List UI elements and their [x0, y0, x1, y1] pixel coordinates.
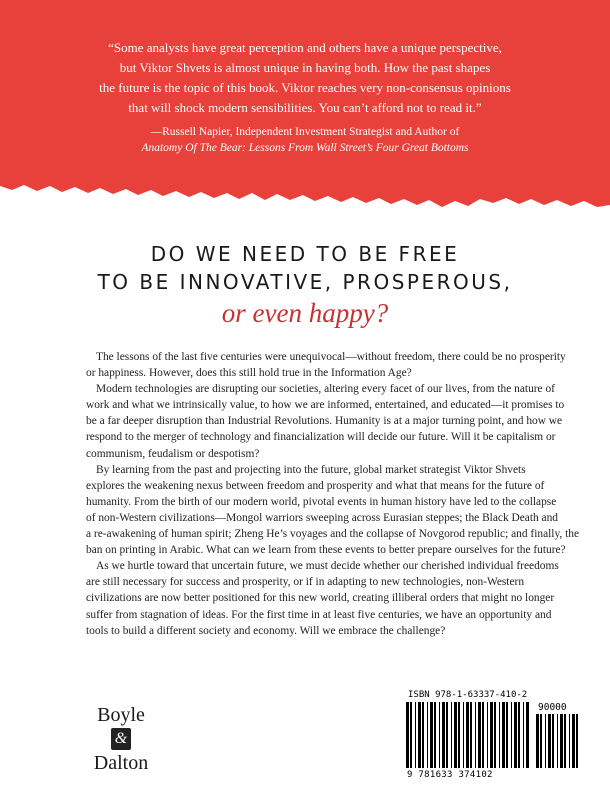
paragraph-line: suffer from stagnation of ideas. For the first time in at least five centuries, we have an opportunity and: [86, 608, 552, 621]
description-paragraph: [86, 462, 586, 559]
ean-barcode-bars: [406, 702, 530, 770]
paragraph-line: work and what we intrinsically value, to how we are informed, entertained, and educated—it promises to: [86, 399, 565, 412]
barcode-bar: [502, 702, 505, 768]
publisher-name-bottom: Dalton: [93, 752, 149, 774]
paragraph-line: are still necessary for success and prosperity, or if in adapting to new technologies, non-Western: [86, 576, 525, 589]
headline-accent: or even happy?: [221, 298, 389, 328]
paragraph-line: humanity. From the birth of our modern world, pivotal events in human history have led to the collapse: [86, 495, 557, 508]
cover-headline: [0, 240, 610, 330]
paragraph-line: be a far deeper disruption than Industrial Revolutions. Humanity is at a major turning point, and how we: [86, 415, 563, 428]
barcode-bar: [545, 714, 546, 768]
paragraph-line: explores the weakening nexus between freedom and prosperity and what that means for the future of: [86, 479, 545, 492]
paragraph-line: or happiness. However, does this still hold true in the Information Age?: [86, 367, 412, 380]
barcode-bar: [494, 702, 496, 768]
barcode-bar: [422, 702, 424, 768]
paragraph-line: Modern technologies are disrupting our societies, altering every facet of our lives, from the nature of: [96, 383, 555, 396]
barcode-bar: [490, 702, 493, 768]
description-paragraph: [86, 558, 586, 638]
barcode-bar: [482, 702, 484, 768]
barcode-bar: [576, 714, 578, 768]
barcode-bar: [430, 702, 433, 768]
paragraph-line: civilizations are now better positioned for this new world, creating illiberal orders that might no longer: [86, 592, 555, 605]
barcode-bar: [442, 702, 445, 768]
barcode-bar: [478, 702, 481, 768]
barcode-bar: [475, 702, 476, 768]
endorsement-blurb: [0, 38, 610, 156]
barcode-bar: [454, 702, 457, 768]
publisher-name-top: Boyle: [97, 704, 145, 726]
paragraph-line: By learning from the past and projecting into the future, global market strategist Viktor Shvets: [96, 463, 526, 476]
publisher-logo: [80, 703, 162, 775]
ampersand-badge: &: [111, 728, 131, 750]
barcode-bar: [451, 702, 452, 768]
paragraph-line: The lessons of the last five centuries were unequivocal—without freedom, there could be no prosperity: [96, 351, 566, 363]
blurb-quote-line: the future is the topic of this book. Viktor reaches very non-consensus opinions: [99, 80, 511, 95]
barcode-bar: [470, 702, 472, 768]
barcode-bar: [434, 702, 436, 768]
barcode-bar: [518, 702, 520, 768]
barcode-bar: [487, 702, 488, 768]
barcode-bar: [427, 702, 428, 768]
paragraph-line: respond to the merger of technology and financialization will decide our future. Will it be capitalism or: [86, 431, 556, 444]
barcode-bar: [536, 714, 539, 768]
paragraph-line: ban on printing in Arabic. What can we learn from these events to better prepare ourselves for the future?: [86, 544, 566, 557]
barcode-bar: [466, 702, 469, 768]
barcode-bar: [569, 714, 570, 768]
barcode-bar: [552, 714, 554, 768]
blurb-quote-line: but Viktor Shvets is almost unique in having both. How the past shapes: [119, 60, 491, 75]
barcode-bar: [418, 702, 421, 768]
barcode-bar: [410, 702, 412, 768]
addon-barcode-bars: [536, 714, 582, 770]
book-description: [86, 349, 586, 639]
barcode-bar: [439, 702, 440, 768]
attribution-author: —Russell Napier, Independent Investment Strategist and Author of: [150, 126, 460, 138]
barcode-bar: [557, 714, 558, 768]
barcode-bar: [564, 714, 566, 768]
description-paragraph: [86, 349, 586, 381]
headline-line-1: DO WE NEED TO BE FREE: [150, 242, 460, 266]
paragraph-line: tools to build a different society and economy. Will we embrace the challenge?: [86, 624, 446, 637]
barcode-bar: [523, 702, 524, 768]
barcode-bar: [415, 702, 416, 768]
headline-line-2: TO BE INNOVATIVE, PROSPEROUS,: [97, 270, 513, 294]
blurb-attribution: [0, 124, 610, 156]
isbn-label: ISBN 978-1-63337-410-2: [408, 690, 528, 700]
barcode-bar: [526, 702, 529, 768]
isbn-barcode: [394, 686, 591, 783]
paragraph-line: a re-awakening of human spirit; Zheng He’s voyages and the collapse of Novgorod republic; and finally, the: [86, 528, 580, 541]
barcode-bar: [572, 714, 575, 768]
description-paragraph: [86, 381, 586, 461]
paragraph-line: of non-Western civilizations—Mongol warriors sweeping across Eurasian steppes; the Black Death and: [86, 511, 558, 524]
barcode-bar: [458, 702, 460, 768]
barcode-bar: [514, 702, 517, 768]
blurb-quote-line: that will shock modern sensibilities. You can’t afford not to read it.”: [128, 100, 482, 115]
barcode-bar: [548, 714, 551, 768]
barcode-bar: [560, 714, 563, 768]
barcode-bar: [446, 702, 448, 768]
blurb-quote-line: “Some analysts have great perception and others have a unique perspective,: [108, 40, 502, 55]
paragraph-line: As we hurtle toward that uncertain future, we must decide whether our cherished individual freedoms: [96, 560, 559, 573]
barcode-bar: [406, 702, 409, 768]
barcode-bar: [506, 702, 508, 768]
paragraph-line: communism, feudalism or despotism?: [86, 447, 260, 460]
barcode-bar: [499, 702, 500, 768]
attribution-book-title: Anatomy Of The Bear: Lessons From Wall Street’s Four Great Bottoms: [141, 142, 469, 154]
price-code: 90000: [538, 702, 567, 713]
barcode-bar: [540, 714, 542, 768]
barcode-bar: [463, 702, 464, 768]
barcode-bar: [511, 702, 512, 768]
ean-digits: 9 781633 374102: [407, 770, 493, 780]
